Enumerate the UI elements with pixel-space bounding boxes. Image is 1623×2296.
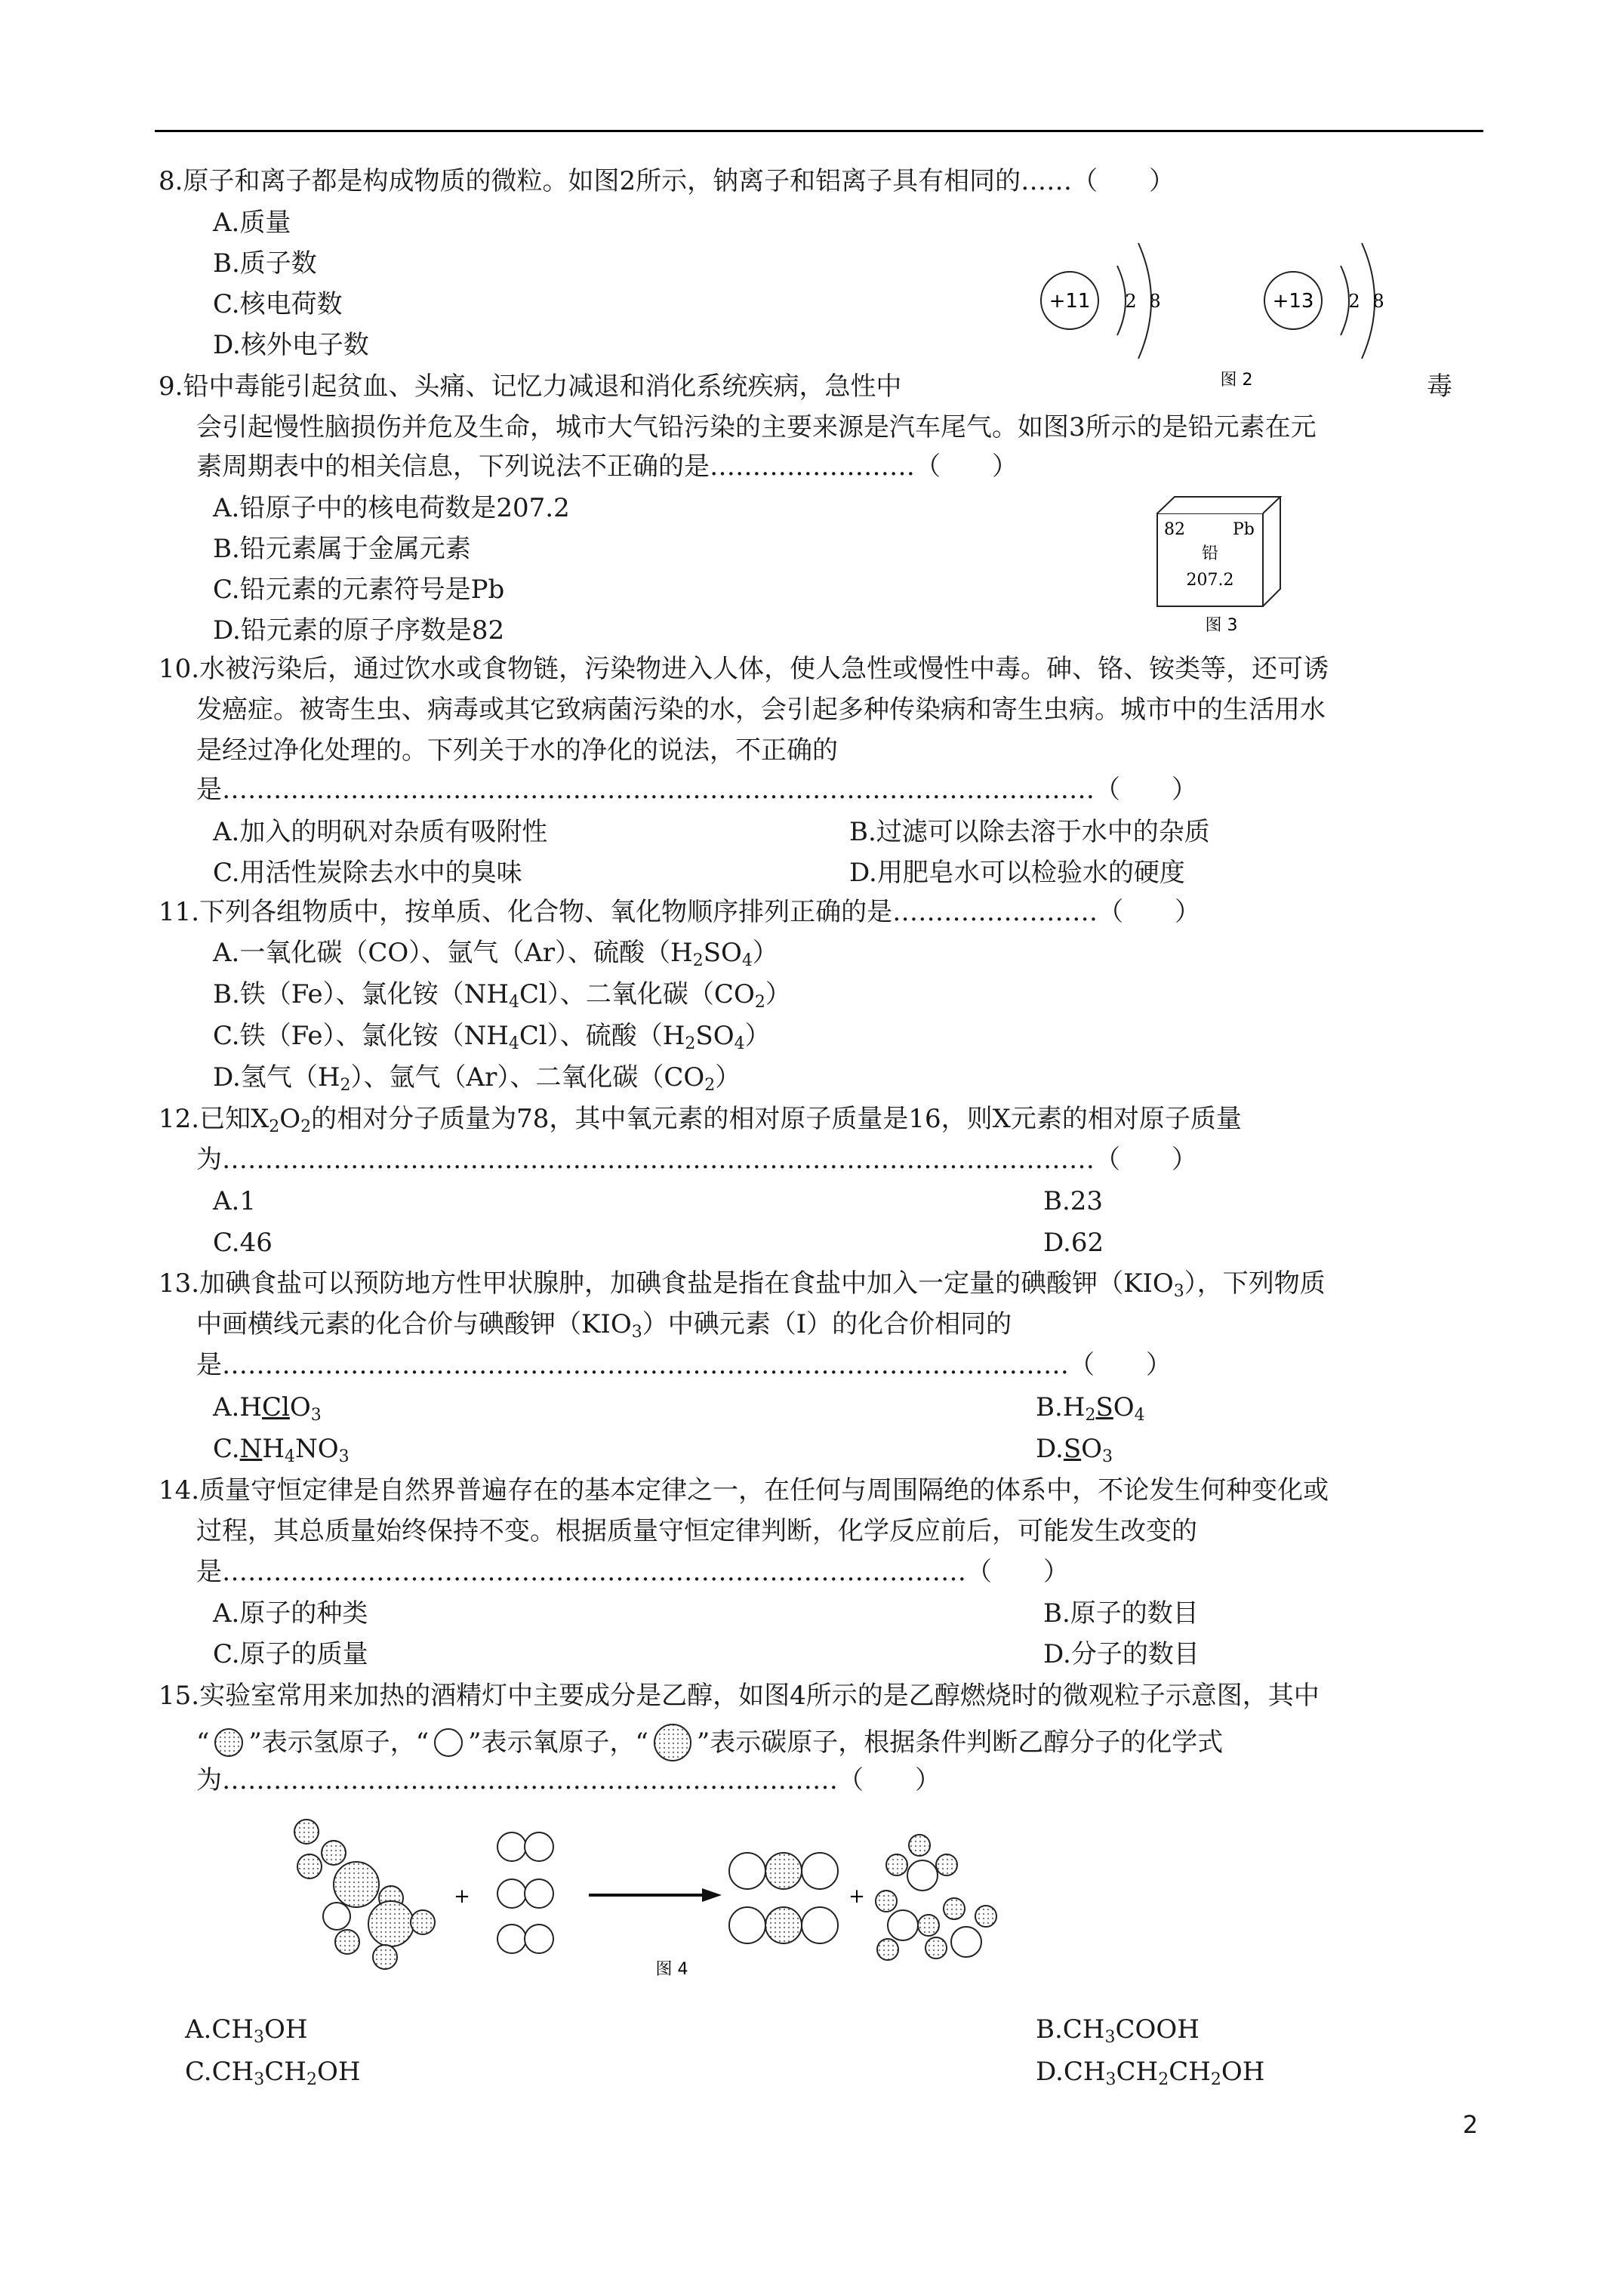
oxygen-molecules <box>497 1832 553 1953</box>
q11-option-d: D.氢气$(H_2)$、氩气（Ar）、二氧化碳$(CO_2)$ <box>213 1062 741 1095</box>
q11-option-a: A.一氧化碳（CO）、氩气（Ar）、硫酸$(H_2SO_4)$ <box>213 938 778 970</box>
q15-option-d: $D.CH_3CH_2CH_2OH$ <box>1036 2057 1265 2089</box>
page-number: 2 <box>1462 2110 1478 2139</box>
q9-stem-line-1-end: 毒 <box>1427 371 1452 402</box>
q14-stem-line-3: 是……………………………………………………………………………（ ） <box>196 1557 1069 1587</box>
q9-option-d: D.铅元素的原子序数是82 <box>213 615 505 646</box>
q13-stem-line-1: 13.加碘食盐可以预防地方性甲状腺肿，加碘食盐是指在食盐中加入一定量的碘酸钾$(KIO_3)$，下列物质 <box>159 1268 1326 1301</box>
q9-option-c: C.铅元素的元素符号是Pb <box>213 575 505 605</box>
q10-stem-line-4: 是…………………………………………………………………………………………（ ） <box>196 775 1197 805</box>
al-shell-1-count: 2 <box>1348 291 1360 312</box>
q15-quote-open: “ <box>196 1727 210 1758</box>
figure-2-caption: 图 2 <box>1220 371 1253 390</box>
figure-4-caption: 图 4 <box>655 1960 688 1979</box>
element-number: 82 <box>1164 520 1185 539</box>
q11-stem: 11.下列各组物质中，按单质、化合物、氧化物顺序排列正确的是……………………（ ） <box>159 897 1201 927</box>
q10-option-a: A.加入的明矾对杂质有吸附性 <box>213 817 548 847</box>
header-rule <box>155 130 1483 132</box>
q13-option-d: $D.SO_3$ <box>1036 1434 1113 1466</box>
q13-stem-line-2: 中画横线元素的化合价与碘酸钾$(KIO_3)$中碘元素（I）的化合价相同的 <box>196 1309 1012 1342</box>
carbon-atom-icon <box>648 1723 697 1762</box>
q13-stem-line-1-head: 13.加碘食盐可以预防地方性甲状腺肿，加碘食盐是指在食盐中加入一定量的碘酸钾（KIO <box>159 1268 1174 1299</box>
plus-sign-1: + <box>454 1885 470 1908</box>
q15-option-b: $B.CH_3COOH$ <box>1036 2014 1200 2047</box>
q10-stem-line-2: 发癌症。被寄生虫、病毒或其它致病菌污染的水，会引起多种传染病和寄生虫病。城市中的生活用水 <box>196 695 1326 725</box>
q15-hydrogen-text: ”表示氢原子，“ <box>248 1727 430 1758</box>
q13-stem-line-2-tail: ）中碘元素（I）的化合价相同的 <box>642 1309 1012 1339</box>
q15-option-a: $A.CH_3OH$ <box>185 2014 308 2047</box>
q13-option-c: $C.NH_4NO_3$ <box>213 1434 350 1466</box>
q15-oxygen-text: ”表示氧原子，“ <box>468 1727 648 1758</box>
reaction-arrowhead <box>702 1888 722 1902</box>
na-shell-2-count: 8 <box>1149 291 1161 312</box>
q10-option-d: D.用肥皂水可以检验水的硬度 <box>849 858 1185 888</box>
element-mass: 207.2 <box>1186 571 1234 590</box>
al-shell-1 <box>1341 266 1349 335</box>
q12-option-d: D.62 <box>1043 1228 1104 1258</box>
al-nucleus-label: +13 <box>1272 290 1314 313</box>
plus-sign-2: + <box>848 1885 865 1908</box>
q12-stem-line-2: 为…………………………………………………………………………………………（ ） <box>196 1145 1197 1175</box>
water-molecules <box>876 1835 996 1960</box>
q9-stem-line-2: 会引起慢性脑损伤并危及生命，城市大气铅污染的主要来源是汽车尾气。如图3所示的是铅元素在元 <box>196 412 1317 442</box>
q14-stem-line-2: 过程，其总质量始终保持不变。根据质量守恒定律判断，化学反应前后，可能发生改变的 <box>196 1516 1197 1546</box>
figure-3-lead-element-card <box>1155 491 1306 642</box>
q13-option-b: $B.H_2SO_4$ <box>1036 1392 1145 1425</box>
q14-option-a: A.原子的种类 <box>213 1598 368 1629</box>
q11-option-c: C.铁（Fe）、氯化铵$(NH_4Cl)$、硫酸$(H_2SO_4)$ <box>213 1021 771 1053</box>
element-name: 铅 <box>1201 544 1219 563</box>
q10-stem-line-3: 是经过净化处理的。下列关于水的净化的说法，不正确的 <box>196 735 838 766</box>
q13-stem-line-1-tail: ），下列物质 <box>1184 1268 1326 1299</box>
q13-stem-line-2-head: 中画横线元素的化合价与碘酸钾（KIO <box>196 1309 632 1339</box>
q10-option-b: B.过滤可以除去溶于水中的杂质 <box>849 817 1210 847</box>
q11-option-b: B.铁（Fe）、氯化铵$(NH_4Cl)$、二氧化碳$(CO_2)$ <box>213 979 791 1012</box>
q14-option-d: D.分子的数目 <box>1043 1639 1200 1669</box>
q13-stem-line-3: 是………………………………………………………………………………………（ ） <box>196 1350 1172 1380</box>
carbon-dioxide-molecules <box>729 1853 838 1943</box>
q12-option-a: A.1 <box>213 1186 256 1216</box>
q15-stem-line-2 <box>196 1723 1223 1762</box>
hydrogen-atom-icon <box>209 1726 248 1759</box>
q8-option-b: B.质子数 <box>213 248 317 279</box>
element-symbol: Pb <box>1233 520 1255 539</box>
q13-option-a: A.HClO$_3$ <box>213 1392 322 1425</box>
q12-option-c: C.46 <box>213 1228 273 1258</box>
q9-option-b: B.铅元素属于金属元素 <box>213 534 471 564</box>
q14-stem-line-1: 14.质量守恒定律是自然界普遍存在的基本定律之一，在任何与周围隔绝的体系中，不论发生何种变化或 <box>159 1475 1329 1505</box>
q15-carbon-text: ”表示碳原子，根据条件判断乙醇分子的化学式 <box>696 1727 1224 1758</box>
figure-2-ion-structures <box>1034 227 1412 393</box>
q15-stem-line-1: 15.实验室常用来加热的酒精灯中主要成分是乙醇，如图4所示的是乙醇燃烧时的微观粒子示意图，其中 <box>159 1681 1320 1711</box>
q9-option-a: A.铅原子中的核电荷数是207.2 <box>213 493 570 523</box>
q10-stem-line-1: 10.水被污染后，通过饮水或食物链，污染物进入人体，使人急性或慢性中毒。砷、铬、铵类等，还可诱 <box>159 654 1329 684</box>
q15-option-c: $C.CH_3CH_2OH$ <box>185 2057 361 2089</box>
na-shell-1-count: 2 <box>1125 291 1137 312</box>
figure-3-caption: 图 3 <box>1205 616 1238 635</box>
q12-option-b: B.23 <box>1043 1186 1104 1216</box>
q8-stem: 8.原子和离子都是构成物质的微粒。如图2所示，钠离子和铝离子具有相同的……（ ） <box>159 166 1175 196</box>
q8-option-c: C.核电荷数 <box>213 289 343 319</box>
q9-stem-line-3: 素周期表中的相关信息，下列说法不正确的是……………………（ ） <box>196 451 1018 482</box>
q9-stem-line-1: 9.铅中毒能引起贫血、头痛、记忆力减退和消化系统疾病，急性中 <box>159 371 902 402</box>
q12-stem-line-1: 12.已知$X_2O_2$的相对分子质量为78，其中氧元素的相对原子质量是16，则X元素的相对原子质量 <box>159 1104 1242 1136</box>
figure-4-ethanol-combustion <box>279 1812 1064 1986</box>
q14-option-b: B.原子的数目 <box>1043 1598 1199 1629</box>
na-shell-1 <box>1117 266 1126 335</box>
ethanol-molecule <box>294 1820 435 1969</box>
q8-option-d: D.核外电子数 <box>213 330 369 360</box>
oxygen-atom-icon <box>429 1726 468 1759</box>
al-shell-2-count: 8 <box>1372 291 1384 312</box>
q15-stem-line-3: 为………………………………………………………………（ ） <box>196 1765 941 1795</box>
q8-option-a: A.质量 <box>213 208 291 238</box>
q12-stem-tail: 的相对分子质量为78，其中氧元素的相对原子质量是16，则X元素的相对原子质量 <box>311 1104 1242 1134</box>
q10-option-c: C.用活性炭除去水中的臭味 <box>213 858 522 888</box>
na-nucleus-label: +11 <box>1049 290 1091 313</box>
q14-option-c: C.原子的质量 <box>213 1639 368 1669</box>
